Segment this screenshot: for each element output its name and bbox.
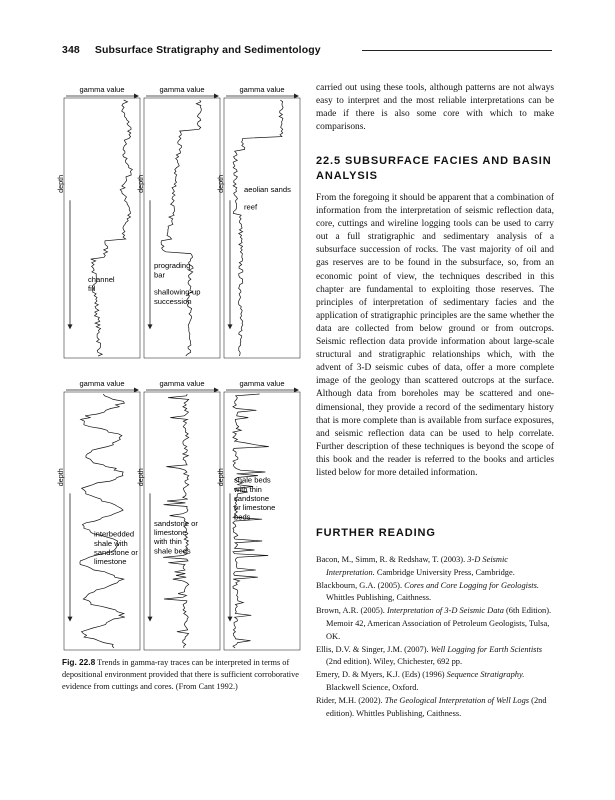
facies-annotation: shale beds [154,546,191,556]
facies-annotation: aeolian sands [244,185,291,195]
gamma-value-label: gamma value [159,85,205,94]
depth-label: depth [56,174,65,193]
facies-annotation: beds [234,512,251,522]
gamma-value-label: gamma value [159,379,205,388]
facies-annotation: succession [154,296,192,306]
facies-annotation: limestone [154,528,187,537]
arrow-head [148,617,153,622]
facies-annotation: with thin [154,537,182,547]
arrow-head [68,324,73,329]
gamma-ray-trace [91,100,133,356]
facies-annotation: with thin [234,484,262,494]
arrow-head [68,617,73,622]
gamma-value-label: gamma value [239,85,285,94]
log-panel-frame [64,392,140,650]
running-title: Subsurface Stratigraphy and Sedimentology [94,44,321,56]
figure-caption [62,656,302,693]
reference-item: Ellis, D.V. & Singer, J.M. (2007). Well Logging for Earth Scientists (2nd edition). Wiley, Chichester, 692 pp. [316,644,543,667]
gamma-value-label: gamma value [79,85,125,94]
reference-item: Blackbourn, G.A. (2005). Cores and Core Logging for Geologists. Whittles Publishing, Caithness. [316,580,539,603]
reference-item: Emery, D. & Myers, K.J. (Eds) (1996) Sequence Stratigraphy. Blackwell Science, Oxford. [316,670,525,692]
facies-annotation: sandstone or [94,548,138,557]
depth-label: depth [56,468,65,487]
depth-label: depth [216,468,225,487]
gamma-ray-trace [233,100,283,356]
facies-annotation: interbedded [94,529,135,539]
reference-list [316,554,556,721]
facies-annotation: prograding [154,261,191,271]
arrow-head [148,324,153,329]
reference-item: Brown, A.R. (2005). Interpretation of 3-D Seismic Data (6th Edition). Memoir 42, American Association of Petroleum Geologists, Tulsa, OK. [316,606,552,641]
gamma-ray-logs [56,82,302,656]
facies-annotation: or limestone [234,503,276,513]
gamma-value-label: gamma value [79,379,125,388]
gamma-ray-trace [161,100,201,356]
facies-annotation: limestone [94,557,127,567]
header-rule [362,50,552,51]
gamma-ray-trace [80,394,125,648]
arrow-head [228,617,233,622]
reference-item: Rider, M.H. (2002). The Geological Interpretation of Well Logs (2nd edition). Whittles Publishing, Caithness. [316,696,547,718]
paragraph-facies-basin: From the foregoing it should be apparent that a combination of information from the interpretation of seismic reflection data, core, cuttings and wireline logging tools can be used to carry out a full stratigraphic and sedimentary analysis of a subsurface succession of rocks. The vast majority of oil and gas reserves are to be found in the subsurface, so, from an economic point of view, the techniques described in this chapter are fundamental to exploiting those reserves. The principles of interpretation of sedimentary facies and the application of stratigraphic principles are the same whether the data are collected from below ground or from outcrops. Seismic reflection data provide information about large-scale structural and stratigraphic relationships which, with the advent of 3-D seismic cubes of data, offer a more complete image of the geology than scattered outcrops at the surface. Although data from boreholes may be scattered and one-dimensional, they provide a record of the sedimentary history that is more complete than is available from surface exposures, and seismic reflection data can be used to help correlate. Further description of these techniques is beyond the scope of this book and the reader is referred to the books and articles listed below for more detailed information. [316,193,554,478]
log-panel-frame [224,98,300,358]
depth-label: depth [216,174,225,193]
log-panel-frame [144,98,220,358]
depth-label: depth [136,174,145,193]
arrow-head [228,324,233,329]
facies-annotation: shale with [94,538,128,548]
section-heading: 22.5 SUBSURFACE FACIES AND BASIN ANALYSIS [316,155,552,182]
further-reading-heading: FURTHER READING [316,527,436,539]
gamma-value-label: gamma value [239,379,285,388]
depth-label: depth [136,468,145,487]
reference-item: Bacon, M., Simm, R. & Redshaw, T. (2003). 3-D Seismic Interpretation. Cambridge University Press, Cambridge. [316,555,515,577]
facies-annotation: shallowing-up [154,287,201,297]
facies-annotation: reef [244,202,258,212]
log-panel-frame [64,98,140,358]
facies-annotation: fill [88,284,96,294]
caption-label: Fig. 22.8 [62,657,96,667]
running-header [62,44,321,56]
facies-annotation: sandstone [234,494,270,503]
facies-annotation: bar [154,270,165,280]
page-number: 348 [62,44,80,56]
facies-annotation: sandstone or [154,518,198,528]
facies-annotation: channel [88,274,115,284]
facies-annotation: shale beds [234,475,271,485]
caption-text: Trends in gamma-ray traces can be interpreted in terms of depositional environment provided that there is sufficient corroborative evidence from cuttings and cores. (From Cant 1992.) [62,658,299,691]
paragraph-continuation: carried out using these tools, although patterns are not always easy to interpret and the most reliable interpretations can be made if there is also some core with which to make comparisons. [316,83,554,133]
figure-22-8 [56,82,302,656]
